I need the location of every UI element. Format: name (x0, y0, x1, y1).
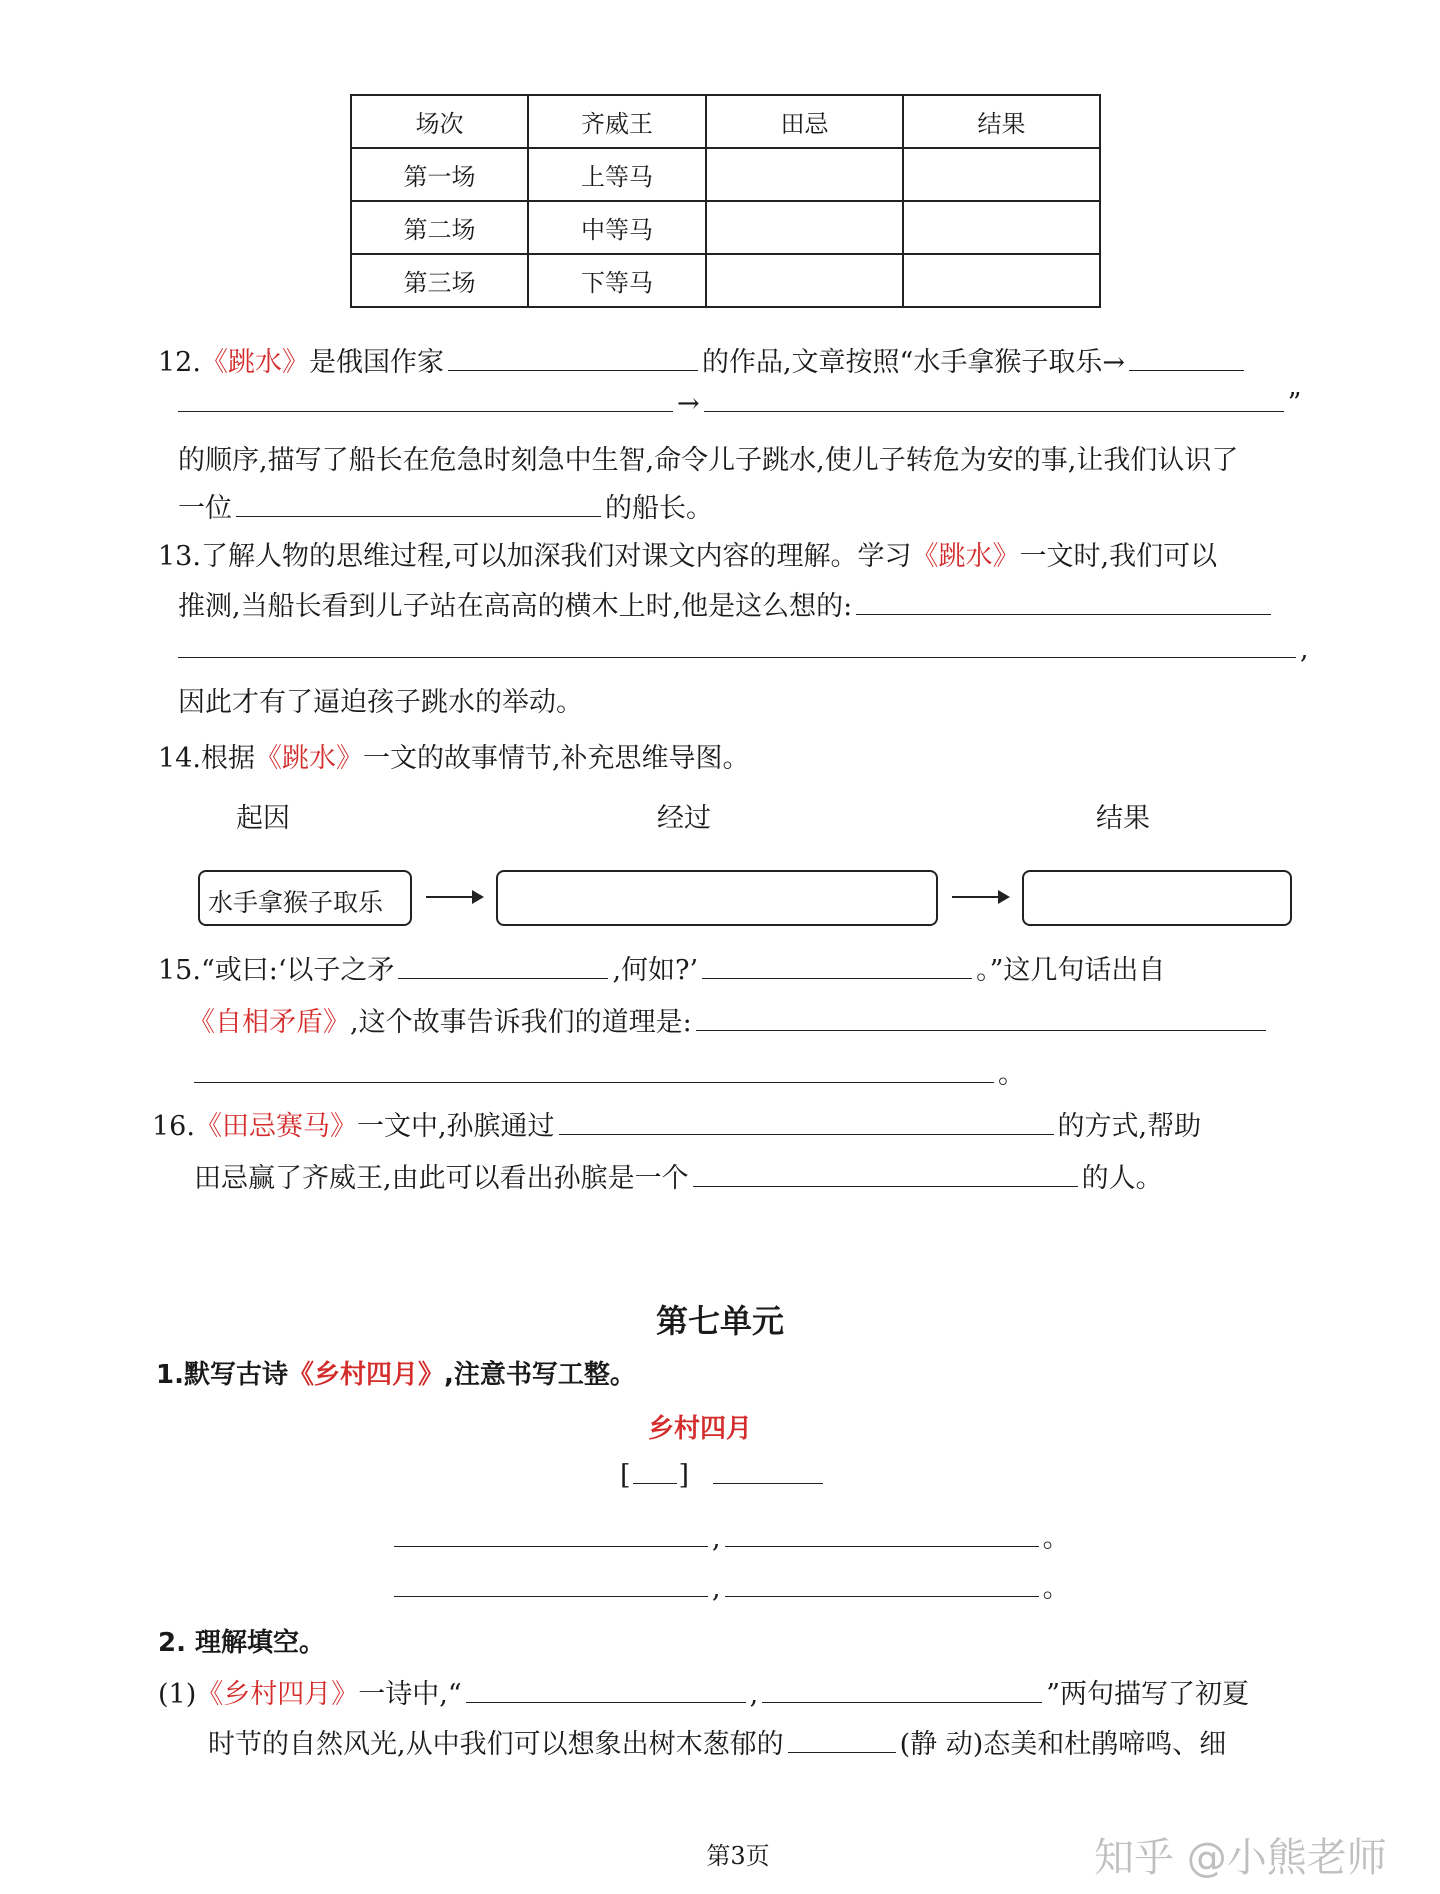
book-title: 《乡村四月》 (287, 1360, 444, 1390)
q13-blank-1[interactable] (856, 613, 1271, 615)
book-title: 《跳水》 (200, 347, 309, 378)
poem-blank-3[interactable] (394, 1595, 708, 1597)
q12-text-a: 是俄国作家 (308, 347, 444, 378)
page-number: 第3页 (706, 1842, 770, 1870)
mindmap-label-process: 经过 (657, 803, 711, 834)
book-title: 《田忌赛马》 (194, 1111, 357, 1142)
mindmap-label-cause: 起因 (236, 803, 290, 834)
poem-author-blank[interactable] (713, 1482, 823, 1484)
book-title: 《跳水》 (911, 541, 1020, 572)
poem-blank-1[interactable] (394, 1545, 708, 1547)
q12-blank-1[interactable] (1129, 369, 1244, 371)
q13-comma: , (1300, 634, 1309, 665)
q15-blank-1[interactable] (398, 977, 608, 979)
poem-blank-2[interactable] (725, 1545, 1039, 1547)
unit7-q2-1-line2 (208, 1722, 1226, 1761)
unit-title: 第七单元 (655, 1302, 784, 1340)
sub-question-number: (1) (158, 1679, 197, 1710)
q15-line1 (158, 948, 1165, 987)
watermark: 知乎 @小熊老师 (1094, 1835, 1387, 1881)
q12-blank-2[interactable] (178, 410, 673, 412)
q16-blank-2[interactable] (693, 1185, 1078, 1187)
poem-dynasty-blank[interactable] (633, 1482, 677, 1484)
book-title: 《跳水》 (254, 743, 363, 774)
table-cell: 中等马 (528, 201, 706, 254)
question-number: 15. (158, 955, 201, 986)
q15-line3 (194, 1052, 1025, 1091)
mindmap-box-cause: 水手拿猴子取乐 (198, 870, 412, 926)
poem-title: 乡村四月 (647, 1414, 752, 1444)
q15-blank-3[interactable] (696, 1029, 1266, 1031)
table-blank-cell[interactable] (903, 201, 1100, 254)
q15-text-d: ,这个故事告诉我们的道理是: (350, 1007, 692, 1038)
q12-line2 (178, 388, 1301, 419)
table-header-row (351, 95, 1100, 148)
unit7-q2-1-blank-2[interactable] (762, 1701, 1042, 1703)
q12-text-e: 的船长。 (605, 493, 713, 524)
poem-dynasty-author-row (620, 1460, 827, 1491)
q15-text-b: ,何如?’ (612, 955, 699, 986)
q13-line4: 因此才有了逼迫孩子跳水的举动。 (178, 687, 583, 718)
book-title: 《乡村四月》 (196, 1679, 359, 1710)
q13-text-b: 一文时,我们可以 (1019, 541, 1218, 572)
q13-line2 (178, 584, 1275, 623)
question-number: 12. (158, 347, 201, 378)
table-blank-cell[interactable] (706, 148, 903, 201)
q13-line3 (178, 634, 1309, 665)
q14-line1 (158, 736, 750, 775)
q13-text-a: 了解人物的思维过程,可以加深我们对课文内容的理解。学习 (200, 541, 912, 572)
table-header: 齐威王 (528, 95, 706, 148)
table-row (351, 254, 1100, 307)
poem-period: 。 (1042, 1573, 1070, 1604)
unit7-q2-1-text-e: (静 动)态美和杜鹃啼鸣、细 (899, 1729, 1227, 1760)
poem-blank-4[interactable] (725, 1595, 1039, 1597)
unit7-q1-text-b: ,注意书写工整。 (444, 1360, 636, 1390)
q13-line1 (158, 534, 1217, 573)
q15-blank-4[interactable] (194, 1081, 994, 1083)
q12-line1 (158, 340, 1248, 379)
q13-blank-2[interactable] (178, 656, 1296, 658)
poem-line-2 (394, 1566, 1070, 1605)
table-cell: 第二场 (351, 201, 528, 254)
q16-blank-1[interactable] (559, 1133, 1054, 1135)
table-cell: 上等马 (528, 148, 706, 201)
q16-text-c: 田忌赢了齐威王,由此可以看出孙膑是一个 (194, 1163, 689, 1194)
q14-text-a: 根据 (200, 743, 255, 774)
table-cell: 第一场 (351, 148, 528, 201)
q14-text-b: 一文的故事情节,补充思维导图。 (362, 743, 750, 774)
q12-line4 (178, 486, 713, 525)
table-blank-cell[interactable] (903, 148, 1100, 201)
unit7-q2-1-text-c: ”两句描写了初夏 (1046, 1679, 1250, 1710)
q12-line3: 的顺序,描写了船长在危急时刻急中生智,命令儿子跳水,使儿子转危为安的事,让我们认识了 (178, 445, 1239, 476)
table-header: 结果 (903, 95, 1100, 148)
q15-line2 (188, 1000, 1270, 1039)
table-blank-cell[interactable] (706, 201, 903, 254)
table-row (351, 201, 1100, 254)
q12-text-b: 的作品,文章按照“水手拿猴子取乐→ (701, 347, 1125, 378)
unit7-q2: 2. 理解填空。 (158, 1628, 326, 1658)
question-number: 13. (158, 541, 201, 572)
unit7-q2-1-text-a: 一诗中,“ (358, 1679, 462, 1710)
q12-arrow: → (677, 388, 700, 419)
table-header: 场次 (351, 95, 528, 148)
q16-text-a: 一文中,孙膑通过 (356, 1111, 555, 1142)
q16-line1 (152, 1104, 1201, 1143)
poem-comma: , (712, 1573, 721, 1604)
q15-period: 。 (998, 1059, 1025, 1090)
q12-blank-author[interactable] (448, 369, 698, 371)
question-number: 14. (158, 743, 201, 774)
unit7-q1-text-a: 默写古诗 (183, 1360, 288, 1390)
bracket-open: [ (620, 1460, 631, 1491)
table-header: 田忌 (706, 95, 903, 148)
arrow-right-icon (426, 896, 482, 898)
unit7-q1 (156, 1354, 636, 1391)
question-number: 1. (156, 1360, 184, 1390)
mindmap-label-result: 结果 (1096, 803, 1150, 834)
q12-quote-end: ” (1287, 388, 1302, 419)
unit7-q2-1-text-d: 时节的自然风光,从中我们可以想象出树木葱郁的 (208, 1729, 784, 1760)
unit7-q2-1-text-b: , (749, 1679, 759, 1710)
table-cell: 下等马 (528, 254, 706, 307)
unit7-q2-1-blank-3[interactable] (788, 1751, 896, 1753)
q12-blank-4[interactable] (236, 515, 601, 517)
q12-blank-3[interactable] (704, 410, 1284, 412)
arrow-right-icon (952, 896, 1008, 898)
table-blank-cell[interactable] (706, 254, 903, 307)
q12-text-d: 一位 (178, 493, 232, 524)
q15-text-a: “或曰:‘以子之矛 (200, 955, 395, 986)
poem-period: 。 (1042, 1523, 1070, 1554)
question-number: 16. (152, 1111, 195, 1142)
bracket-close: ] (678, 1460, 690, 1491)
q16-text-d: 的人。 (1081, 1163, 1163, 1194)
unit7-q2-1-blank-1[interactable] (466, 1701, 746, 1703)
book-title: 《自相矛盾》 (188, 1007, 350, 1038)
poem-comma: , (712, 1523, 721, 1554)
q15-text-c: 。”这几句话出自 (976, 955, 1166, 986)
q15-blank-2[interactable] (702, 977, 972, 979)
horse-race-table (350, 94, 1101, 308)
table-row (351, 148, 1100, 201)
q16-line2 (194, 1156, 1163, 1195)
mindmap-box-process[interactable] (496, 870, 938, 926)
mindmap-box-result[interactable] (1022, 870, 1292, 926)
q13-text-c: 推测,当船长看到儿子站在高高的横木上时,他是这么想的: (178, 591, 853, 622)
poem-line-1 (394, 1516, 1070, 1555)
table-blank-cell[interactable] (903, 254, 1100, 307)
q16-text-b: 的方式,帮助 (1057, 1111, 1202, 1142)
unit7-q2-1-line1 (158, 1672, 1249, 1711)
table-cell: 第三场 (351, 254, 528, 307)
